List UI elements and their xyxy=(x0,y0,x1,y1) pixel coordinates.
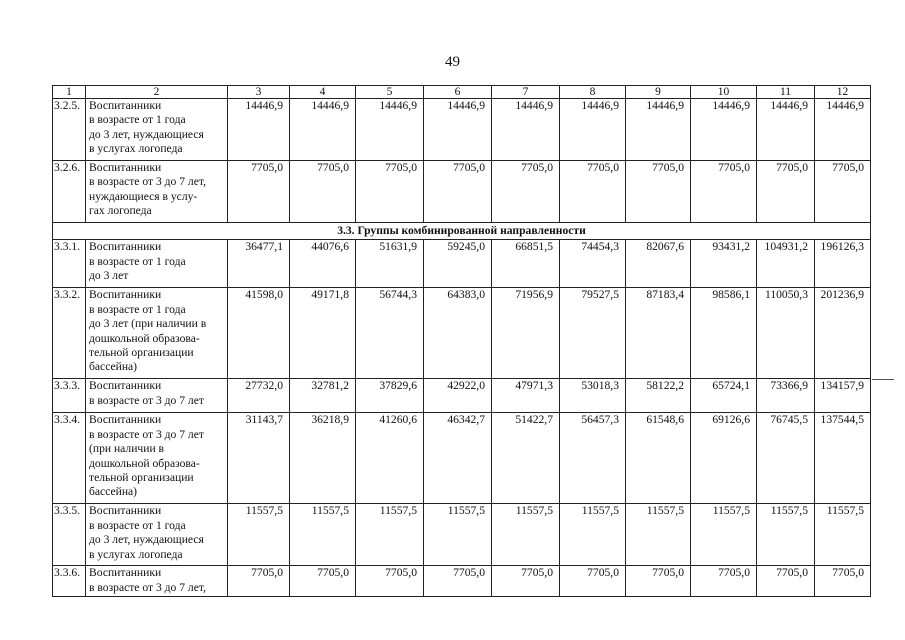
description-line: Воспитанники xyxy=(89,379,162,393)
description-line: (при наличии в xyxy=(89,442,165,456)
table-row xyxy=(53,161,871,223)
page-number: 49 xyxy=(445,54,460,70)
description-line: до 3 лет, нуждающиеся xyxy=(89,127,204,141)
row-code: 3.3.4. xyxy=(53,413,86,504)
row-description xyxy=(86,504,228,566)
value-cell: 11557,5 xyxy=(757,504,815,566)
table-row xyxy=(53,379,871,413)
value-cell: 7705,0 xyxy=(691,566,757,597)
value-cell: 196126,3 xyxy=(815,240,871,288)
description-line: в возрасте от 1 года xyxy=(89,302,186,316)
column-number-cell: 7 xyxy=(492,86,560,99)
row-description xyxy=(86,566,228,597)
value-cell: 82067,6 xyxy=(626,240,691,288)
tariff-table xyxy=(52,85,871,597)
value-cell: 14446,9 xyxy=(356,99,424,161)
value-cell: 7705,0 xyxy=(757,161,815,223)
column-number-cell: 12 xyxy=(815,86,871,99)
value-cell: 36477,1 xyxy=(228,240,290,288)
row-code: 3.3.1. xyxy=(53,240,86,288)
value-cell: 11557,5 xyxy=(228,504,290,566)
value-cell: 14446,9 xyxy=(290,99,356,161)
description-line: до 3 лет (при наличии в xyxy=(89,317,207,331)
value-cell: 7705,0 xyxy=(815,566,871,597)
value-cell: 11557,5 xyxy=(290,504,356,566)
row-code: 3.3.2. xyxy=(53,288,86,379)
value-cell: 32781,2 xyxy=(290,379,356,413)
value-cell: 56457,3 xyxy=(560,413,626,504)
value-cell: 7705,0 xyxy=(492,161,560,223)
value-cell: 7705,0 xyxy=(560,161,626,223)
value-cell: 7705,0 xyxy=(560,566,626,597)
description-line: тельной организации xyxy=(89,471,194,485)
value-cell: 134157,9 xyxy=(815,379,871,413)
column-number-cell: 3 xyxy=(228,86,290,99)
row-code: 3.3.3. xyxy=(53,379,86,413)
column-number-cell: 2 xyxy=(86,86,228,99)
value-cell: 46342,7 xyxy=(424,413,492,504)
value-cell: 73366,9 xyxy=(757,379,815,413)
value-cell: 71956,9 xyxy=(492,288,560,379)
description-line: в возрасте от 3 до 7 лет xyxy=(89,427,204,441)
row-description xyxy=(86,161,228,223)
value-cell: 36218,9 xyxy=(290,413,356,504)
table-row xyxy=(53,566,871,597)
value-cell: 7705,0 xyxy=(228,161,290,223)
value-cell: 59245,0 xyxy=(424,240,492,288)
value-cell: 98586,1 xyxy=(691,288,757,379)
value-cell: 7705,0 xyxy=(691,161,757,223)
value-cell: 7705,0 xyxy=(290,566,356,597)
value-cell: 47971,3 xyxy=(492,379,560,413)
description-line: в возрасте от 1 года xyxy=(89,518,186,532)
description-line: гах логопеда xyxy=(89,204,152,218)
value-cell: 14446,9 xyxy=(691,99,757,161)
description-line: дошкольной образова- xyxy=(89,456,200,470)
value-cell: 11557,5 xyxy=(815,504,871,566)
table-row xyxy=(53,504,871,566)
value-cell: 41598,0 xyxy=(228,288,290,379)
value-cell: 61548,6 xyxy=(626,413,691,504)
value-cell: 65724,1 xyxy=(691,379,757,413)
scan-mark xyxy=(872,379,894,380)
row-code: 3.3.5. xyxy=(53,504,86,566)
value-cell: 7705,0 xyxy=(424,161,492,223)
value-cell: 11557,5 xyxy=(626,504,691,566)
value-cell: 137544,5 xyxy=(815,413,871,504)
table-row xyxy=(53,240,871,288)
description-line: дошкольной образова- xyxy=(89,331,200,345)
value-cell: 58122,2 xyxy=(626,379,691,413)
description-line: в возрасте от 3 до 7 лет xyxy=(89,393,204,407)
description-line: Воспитанники xyxy=(89,413,162,427)
value-cell: 14446,9 xyxy=(626,99,691,161)
row-description xyxy=(86,379,228,413)
table-row xyxy=(53,413,871,504)
value-cell: 104931,2 xyxy=(757,240,815,288)
value-cell: 74454,3 xyxy=(560,240,626,288)
column-number-cell: 1 xyxy=(53,86,86,99)
value-cell: 37829,6 xyxy=(356,379,424,413)
value-cell: 49171,8 xyxy=(290,288,356,379)
value-cell: 64383,0 xyxy=(424,288,492,379)
section-row xyxy=(53,223,871,240)
value-cell: 14446,9 xyxy=(757,99,815,161)
description-line: нуждающиеся в услу- xyxy=(89,189,198,203)
column-number-cell: 5 xyxy=(356,86,424,99)
description-line: Воспитанники xyxy=(89,504,162,518)
value-cell: 14446,9 xyxy=(492,99,560,161)
value-cell: 110050,3 xyxy=(757,288,815,379)
value-cell: 11557,5 xyxy=(560,504,626,566)
value-cell: 7705,0 xyxy=(424,566,492,597)
column-number-cell: 6 xyxy=(424,86,492,99)
value-cell: 7705,0 xyxy=(356,566,424,597)
value-cell: 69126,6 xyxy=(691,413,757,504)
column-number-cell: 9 xyxy=(626,86,691,99)
value-cell: 79527,5 xyxy=(560,288,626,379)
value-cell: 7705,0 xyxy=(290,161,356,223)
value-cell: 76745,5 xyxy=(757,413,815,504)
table-row xyxy=(53,99,871,161)
column-number-cell: 11 xyxy=(757,86,815,99)
row-code: 3.3.6. xyxy=(53,566,86,597)
row-code: 3.2.5. xyxy=(53,99,86,161)
section-title: 3.3. Группы комбинированной направленности xyxy=(53,223,871,240)
value-cell: 7705,0 xyxy=(815,161,871,223)
value-cell: 66851,5 xyxy=(492,240,560,288)
value-cell: 87183,4 xyxy=(626,288,691,379)
value-cell: 14446,9 xyxy=(560,99,626,161)
value-cell: 31143,7 xyxy=(228,413,290,504)
value-cell: 7705,0 xyxy=(626,566,691,597)
description-line: Воспитанники xyxy=(89,240,162,254)
value-cell: 201236,9 xyxy=(815,288,871,379)
row-description xyxy=(86,413,228,504)
value-cell: 14446,9 xyxy=(815,99,871,161)
row-description xyxy=(86,99,228,161)
column-number-cell: 4 xyxy=(290,86,356,99)
value-cell: 7705,0 xyxy=(356,161,424,223)
description-line: бассейна) xyxy=(89,485,138,499)
value-cell: 11557,5 xyxy=(492,504,560,566)
value-cell: 93431,2 xyxy=(691,240,757,288)
description-line: до 3 лет xyxy=(89,269,129,283)
value-cell: 42922,0 xyxy=(424,379,492,413)
value-cell: 11557,5 xyxy=(424,504,492,566)
description-line: Воспитанники xyxy=(89,566,162,580)
value-cell: 27732,0 xyxy=(228,379,290,413)
row-description xyxy=(86,240,228,288)
description-line: Воспитанники xyxy=(89,288,162,302)
value-cell: 7705,0 xyxy=(228,566,290,597)
description-line: бассейна) xyxy=(89,360,138,374)
description-line: в возрасте от 1 года xyxy=(89,254,186,268)
column-number-cell: 10 xyxy=(691,86,757,99)
description-line: в услугах логопеда xyxy=(89,142,183,156)
value-cell: 51422,7 xyxy=(492,413,560,504)
value-cell: 7705,0 xyxy=(492,566,560,597)
description-line: в возрасте от 1 года xyxy=(89,113,186,127)
column-number-row xyxy=(53,86,871,99)
table-row xyxy=(53,288,871,379)
value-cell: 14446,9 xyxy=(424,99,492,161)
value-cell: 14446,9 xyxy=(228,99,290,161)
value-cell: 7705,0 xyxy=(757,566,815,597)
description-line: до 3 лет, нуждающиеся xyxy=(89,533,204,547)
row-code: 3.2.6. xyxy=(53,161,86,223)
description-line: в услугах логопеда xyxy=(89,547,183,561)
column-number-cell: 8 xyxy=(560,86,626,99)
value-cell: 44076,6 xyxy=(290,240,356,288)
description-line: Воспитанники xyxy=(89,161,162,174)
description-line: в возрасте от 3 до 7 лет, xyxy=(89,580,206,594)
value-cell: 11557,5 xyxy=(691,504,757,566)
value-cell: 11557,5 xyxy=(356,504,424,566)
row-description xyxy=(86,288,228,379)
value-cell: 53018,3 xyxy=(560,379,626,413)
value-cell: 7705,0 xyxy=(626,161,691,223)
description-line: в возрасте от 3 до 7 лет, xyxy=(89,175,206,189)
description-line: Воспитанники xyxy=(89,99,162,112)
value-cell: 41260,6 xyxy=(356,413,424,504)
description-line: тельной организации xyxy=(89,346,194,360)
value-cell: 56744,3 xyxy=(356,288,424,379)
value-cell: 51631,9 xyxy=(356,240,424,288)
